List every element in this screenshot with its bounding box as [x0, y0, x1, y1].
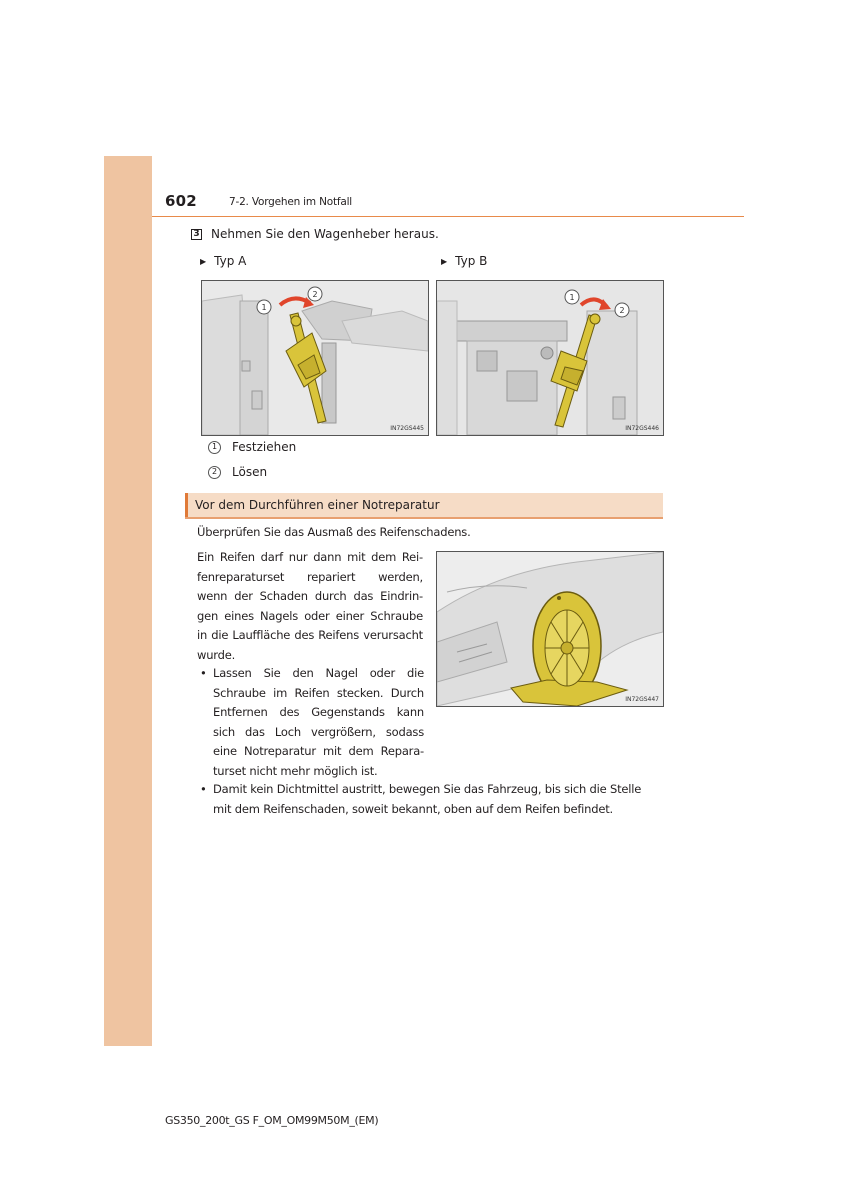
figure-code: IN72GS446 [625, 425, 659, 432]
chapter-title: 7-2. Vorgehen im Notfall [229, 196, 353, 208]
document-code-footer: GS350_200t_GS F_OM_OM99M50M_(EM) [165, 1114, 379, 1127]
step-number-box: 3 [191, 229, 202, 240]
repair-condition-text: Ein Reifen darf nur dann mit dem Rei- fenreparaturset repariert werden, wenn der Schaden durch das Eindrin- gen eines Nagels oder einer Schraube in die Lauffläche des Reifens verursacht wurde. [197, 550, 423, 662]
section-title: Vor dem Durchführen einer Notreparatur [195, 498, 440, 512]
callout-1: 1 [569, 293, 575, 302]
jack-figure-type-a [201, 280, 429, 436]
callout-2: 2 [619, 306, 625, 315]
tire-figure [436, 551, 664, 707]
triangle-right-icon: ▶ [200, 256, 207, 266]
bullet-icon: • [200, 782, 207, 796]
section-heading [185, 493, 663, 518]
chapter-tab-bar [104, 156, 152, 1046]
header-divider [152, 216, 744, 217]
callout-1: 1 [261, 303, 267, 312]
page-number: 602 [165, 192, 197, 210]
jack-figure-type-b [436, 280, 664, 436]
tire-illustration [437, 552, 663, 706]
callout-2: 2 [312, 290, 318, 299]
jack-illustration [202, 281, 428, 435]
bullet-nail: • Lassen Sie den Nagel oder die Schraube im Reifen stecken. Durch Entfernen des Gegenstands kann sich das Loch vergrößern, sodass eine Notreparatur mit dem Repara- turset nicht mehr möglich ist. [200, 666, 424, 778]
section-divider [185, 517, 663, 519]
bullet-icon: • [200, 666, 207, 680]
step-3 [191, 227, 439, 241]
intro-text: Überprüfen Sie das Ausmaß des Reifenschadens. [197, 525, 471, 539]
bullet-sealant: • Damit kein Dichtmittel austritt, bewegen Sie das Fahrzeug, bis sich die Stelle mit dem Reifenschaden, soweit bekannt, oben auf dem Reifen befindet. [200, 782, 642, 816]
legend-item-2: 2 Lösen [208, 465, 267, 479]
circled-number-icon: 2 [208, 466, 221, 479]
figure-code: IN72GS447 [625, 696, 659, 703]
type-a-label: ▶ Typ A [200, 254, 247, 268]
type-b-label: ▶ Typ B [441, 254, 488, 268]
jack-illustration [437, 281, 663, 435]
figure-code: IN72GS445 [390, 425, 424, 432]
triangle-right-icon: ▶ [441, 256, 448, 266]
legend-item-1: 1 Festziehen [208, 440, 296, 454]
step-text: Nehmen Sie den Wagenheber heraus. [211, 227, 439, 241]
circled-number-icon: 1 [208, 441, 221, 454]
